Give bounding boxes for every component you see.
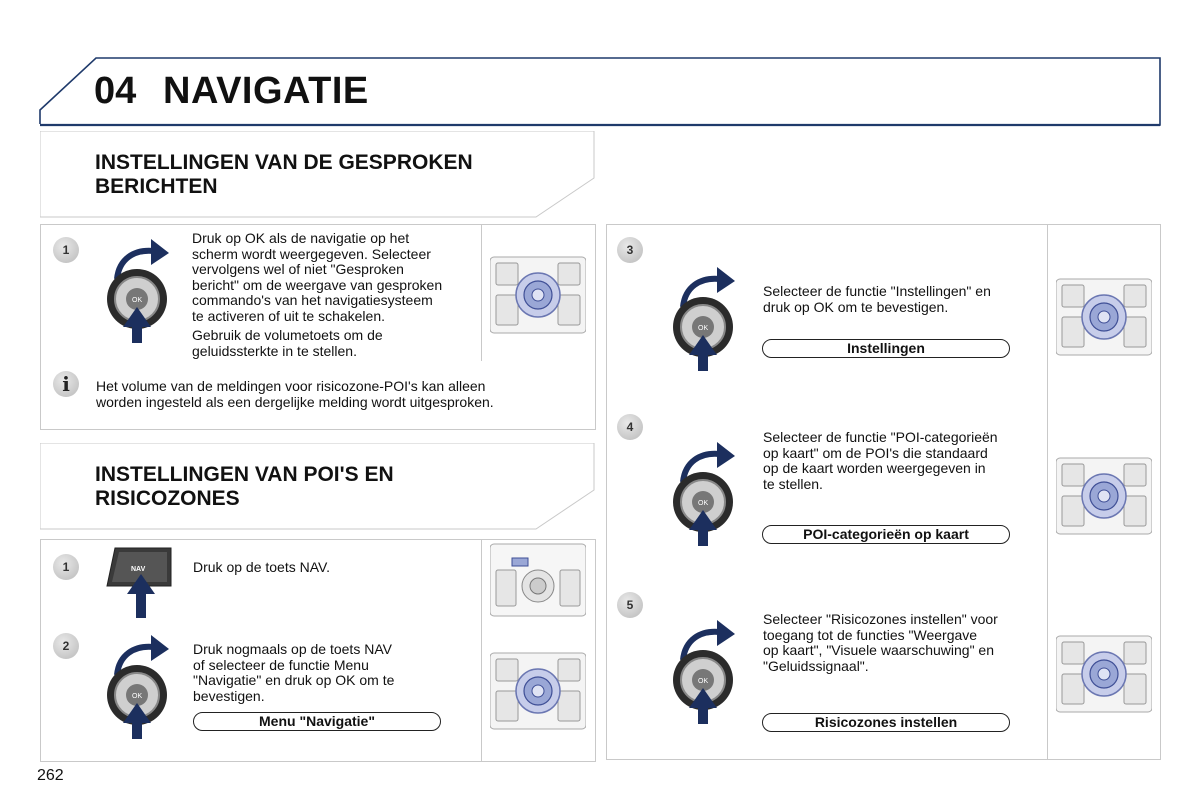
svg-text:OK: OK [132,297,143,304]
info-icon: i [53,371,79,397]
svg-text:OK: OK [698,678,709,685]
poi-step-2-text: Druk nogmaals op de toets NAV of selecteer de functie Menu "Navigatie" en druk op OK om te bevestigen. [193,641,395,704]
voice-info-box [40,361,596,430]
poi-step-2-box [40,619,596,762]
svg-text:OK: OK [132,693,143,700]
chapter-number: 04 [94,70,137,112]
menu-instellingen-pill: Instellingen [762,339,1010,358]
rotary-knob-icon [99,633,179,743]
chapter-header [0,0,1200,130]
radio-panel-illustration [1056,456,1152,536]
poi-step-3-text: Selecteer de functie "Instellingen" en druk op OK om te bevestigen. [763,283,991,315]
section-title-poi: INSTELLINGEN VAN POI'S EN RISICOZONES [95,463,394,510]
poi-step-4-text: Selecteer de functie "POI-categorieën op kaart" om de POI's die standaard op de kaart worden weergegeven in te stellen. [763,429,998,492]
chapter-title: NAVIGATIE [163,70,369,112]
rotary-knob-icon [99,237,179,347]
step-badge: 1 [53,554,79,580]
device-cell [481,540,596,619]
section-banner-voice [40,131,596,219]
step-badge: 3 [617,237,643,263]
voice-info-text: Het volume van de meldingen voor risicozone-POI's kan alleen worden ingesteld als een dergelijke melding wordt uitgesproken. [96,378,494,410]
rotary-knob-icon [665,618,745,728]
radio-panel-illustration [1056,277,1152,357]
rotary-knob-icon [665,265,745,375]
step-badge: 4 [617,414,643,440]
menu-risicozones-pill: Risicozones instellen [762,713,1010,732]
voice-step-1-box [40,224,596,362]
page-number: 262 [37,767,64,784]
radio-panel-illustration [490,255,586,335]
menu-navigatie-pill: Menu "Navigatie" [193,712,441,731]
voice-step-1-text: Druk op OK als de navigatie op het scherm wordt weergegeven. Selecteer vervolgens wel of niet "Gesproken bericht" om de weergave van gesproken commando's van het navigatiesysteem te activeren of uit te schakelen. Gebruik de volumetoets om de geluidssterkte in te stellen. [192,230,443,359]
poi-step-5-text: Selecteer "Risicozones instellen" voor toegang tot de functies "Weergave op kaart", "Visuele waarschuwing" en "Geluidssignaal". [763,611,998,674]
section-title-voice: INSTELLINGEN VAN DE GESPROKEN BERICHTEN [95,151,473,198]
menu-poi-categorieen-pill: POI-categorieën op kaart [762,525,1010,544]
rotary-knob-icon [665,440,745,550]
device-cell [481,619,596,761]
nav-key-icon [105,544,177,622]
device-cell [1047,225,1161,404]
device-cell [1047,404,1161,582]
radio-panel-nav-illustration [490,542,586,618]
svg-text:NAV: NAV [131,566,146,573]
svg-text:OK: OK [698,325,709,332]
device-cell [1047,582,1161,759]
radio-panel-illustration [1056,634,1152,714]
step-badge: 1 [53,237,79,263]
step-badge: 2 [53,633,79,659]
poi-step-4-box [606,404,1161,583]
device-cell [481,225,596,361]
radio-panel-illustration [490,651,586,731]
poi-step-5-box [606,582,1161,760]
poi-step-1-text: Druk op de toets NAV. [193,559,330,575]
step-badge: 5 [617,592,643,618]
poi-step-1-box [40,539,596,620]
section-banner-poi [40,443,596,531]
poi-step-3-box [606,224,1161,405]
svg-text:OK: OK [698,500,709,507]
